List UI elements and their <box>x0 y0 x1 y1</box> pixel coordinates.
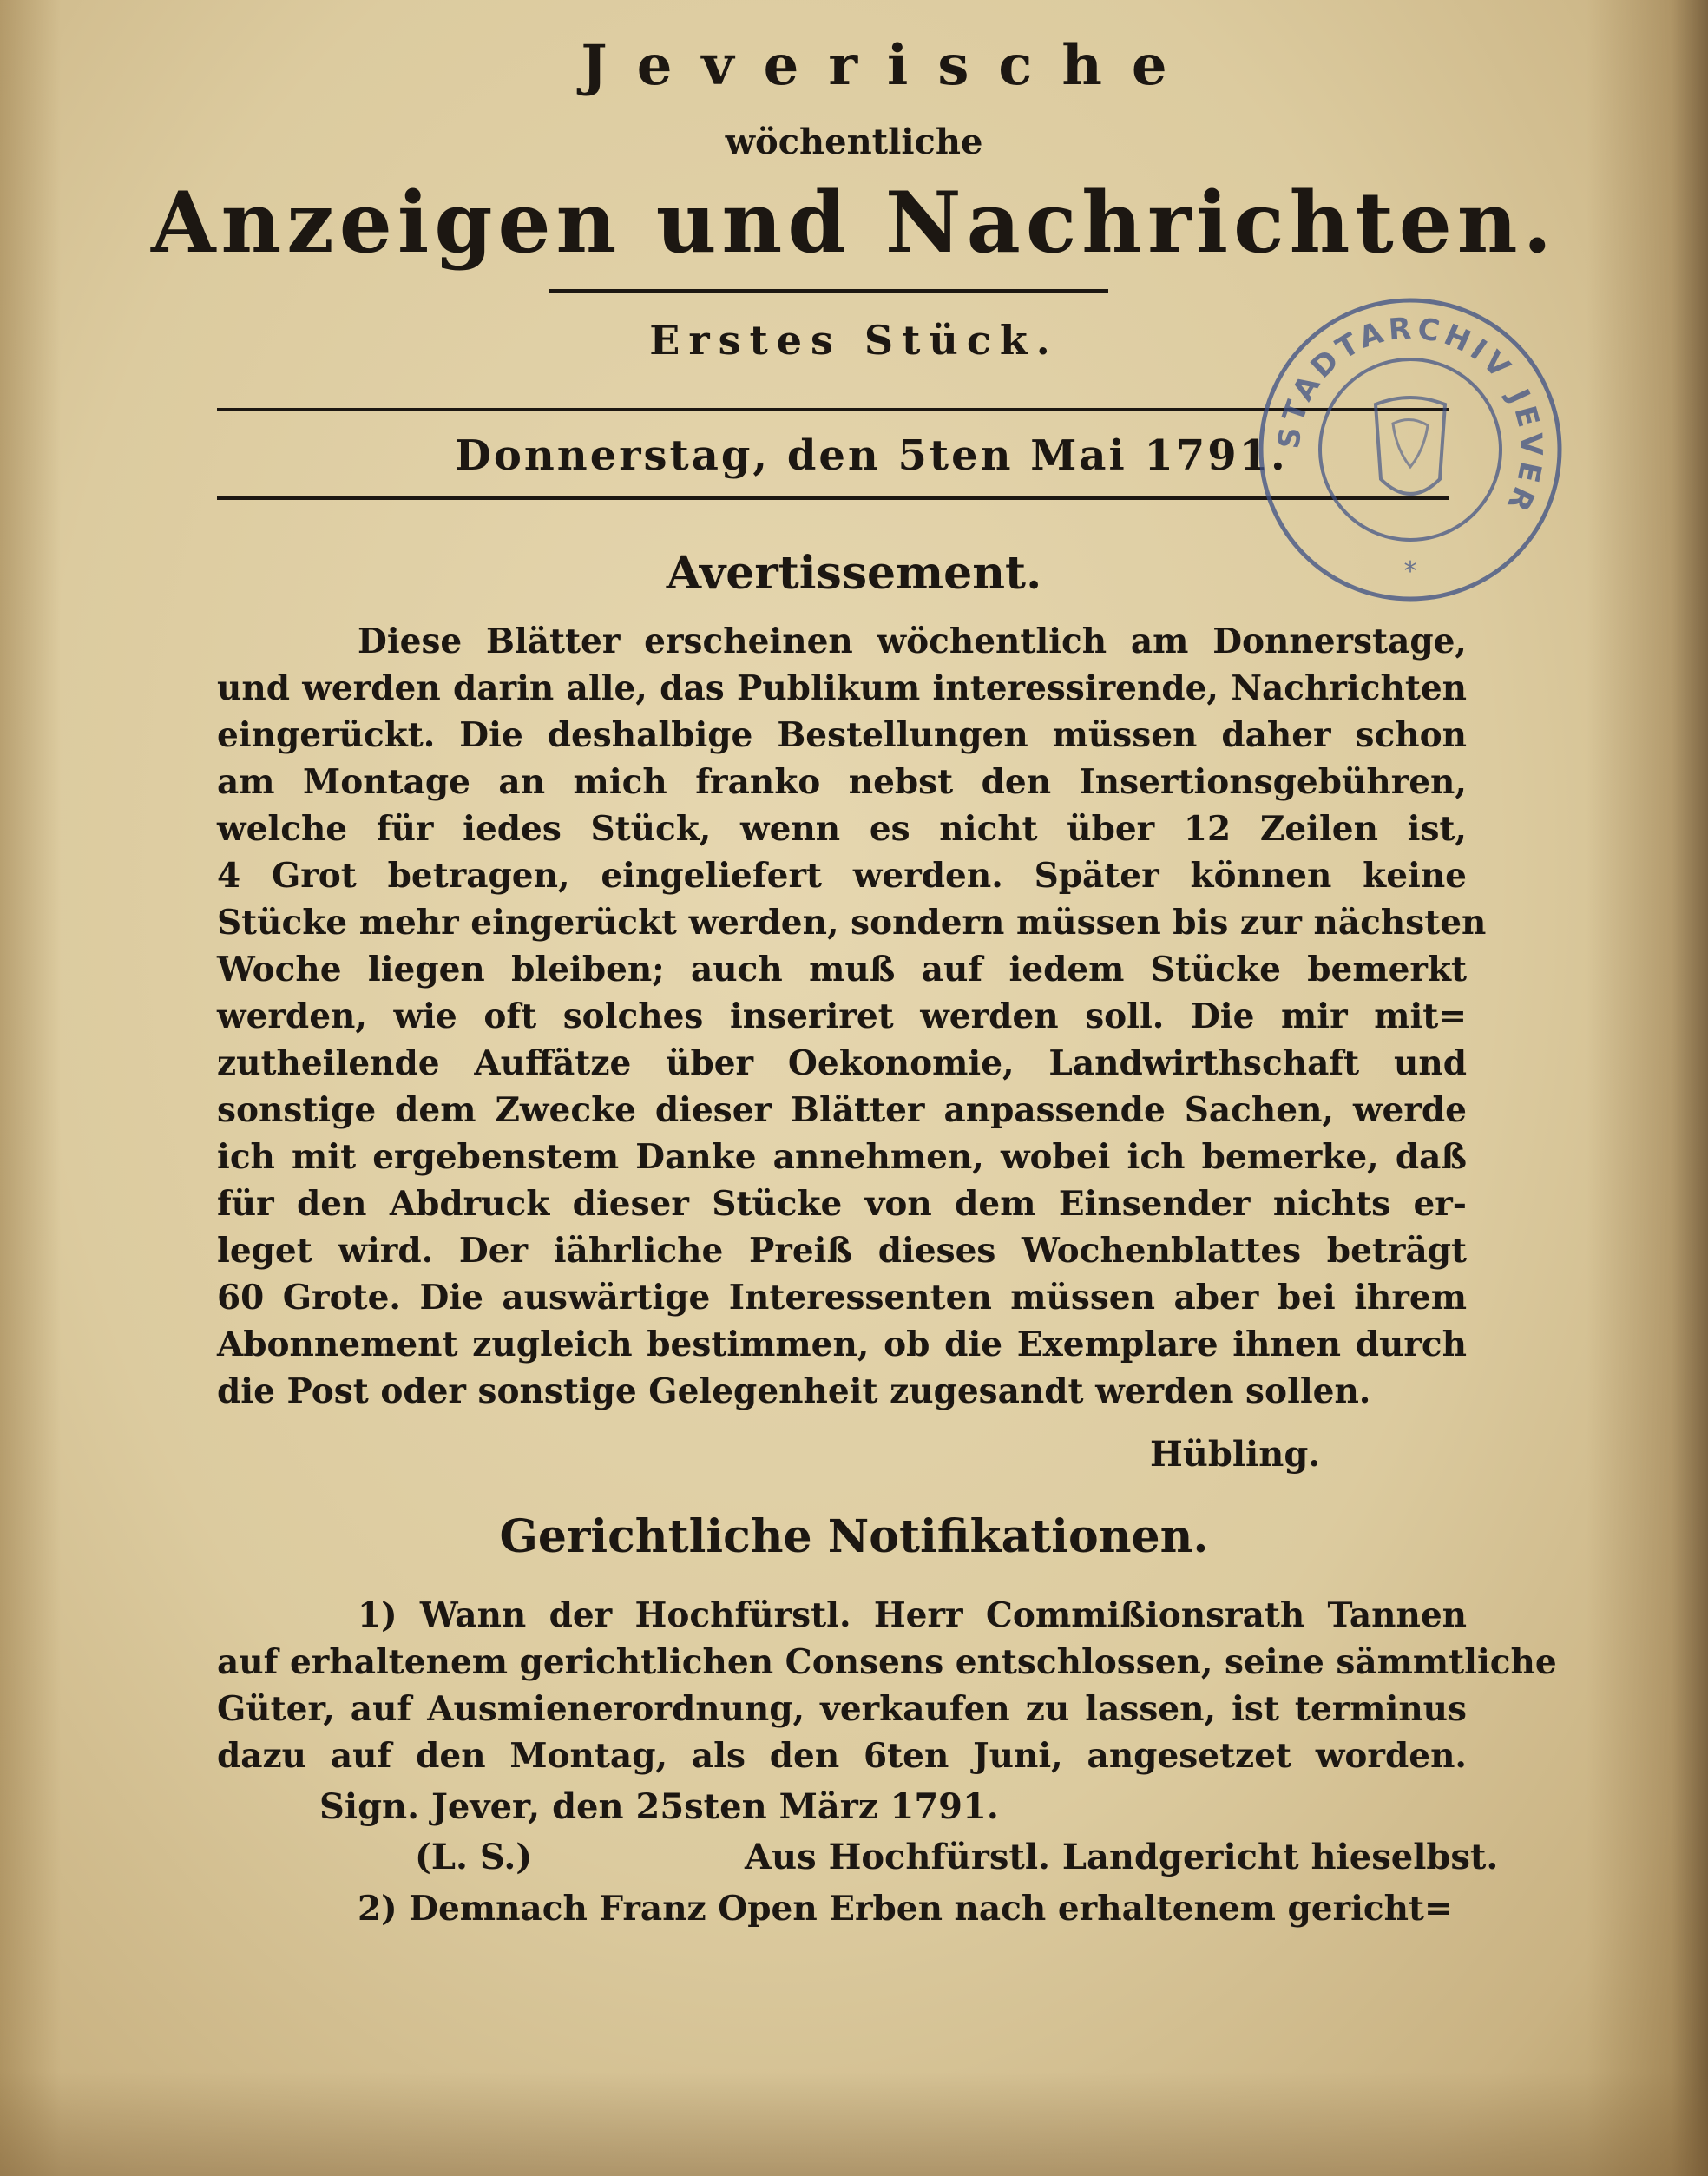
text-line: 60 Grote. Die auswärtige Interessenten müssen aber bei ihrem <box>217 1278 1467 1318</box>
text-line: Güter, auf Ausmienerordnung, verkaufen zu lassen, ist terminus <box>217 1689 1467 1729</box>
text-line: welche für iedes Stück, wenn es nicht über 12 Zeilen ist, <box>217 809 1467 849</box>
text-line: dazu auf den Montag, als den 6ten Juni, angesetzet worden. <box>217 1736 1467 1776</box>
text-line: leget wird. Der iährliche Preiß dieses Wochenblattes beträgt <box>217 1231 1467 1271</box>
text-line: Woche liegen bleiben; auch muß auf iedem Stücke bemerkt <box>217 950 1467 989</box>
notification-1-seal: (L. S.) <box>415 1837 533 1877</box>
stamp-text: STADTARCHIV JEVER <box>1271 311 1549 521</box>
masthead-short-rule <box>549 289 1108 293</box>
text-line: Diese Blätter erscheinen wöchentlich am Donnerstage, <box>358 621 1467 661</box>
issue-date: Donnerstag, den 5ten Mai 1791. <box>455 431 1288 480</box>
page-stain-bottom <box>0 2072 1708 2176</box>
text-line: eingerückt. Die deshalbige Bestellungen müssen daher schon <box>217 715 1467 755</box>
avertissement-heading: Avertissement. <box>666 547 1042 600</box>
issue-number: Erstes Stück. <box>649 317 1059 364</box>
text-line: Stücke mehr eingerückt werden, sondern müssen bis zur nächsten <box>217 903 1487 943</box>
coat-of-arms-icon <box>1376 398 1445 494</box>
avertissement-signature: Hübling. <box>1150 1434 1321 1475</box>
text-line: 2) Demnach Franz Open Erben nach erhaltenem gericht= <box>358 1889 1453 1929</box>
text-line: 4 Grot betragen, eingeliefert werden. Später können keine <box>217 856 1467 896</box>
notification-2-body <box>217 1885 1467 1932</box>
text-line: auf erhaltenem gerichtlichen Consens entschlossen, seine sämmtliche <box>217 1642 1557 1682</box>
masthead-title-line2: wöchentliche <box>725 122 983 162</box>
text-line: werden, wie oft solches inseriret werden soll. Die mir mit= <box>217 996 1467 1036</box>
masthead-title-main: Anzeigen und Nachrichten. <box>150 174 1558 272</box>
text-line: und werden darin alle, das Publikum interessirende, Nachrichten <box>217 668 1467 708</box>
text-line: Abonnement zugleich bestimmen, ob die Exemplare ihnen durch <box>217 1325 1467 1364</box>
text-line: sonstige dem Zwecke dieser Blätter anpassende Sachen, werde <box>217 1090 1467 1130</box>
masthead-title-line1: Jeverische <box>581 33 1197 98</box>
notification-1-body <box>217 1592 1557 1779</box>
avertissement-body <box>217 618 1487 1415</box>
notifications-heading: Gerichtliche Notifikationen. <box>499 1510 1209 1563</box>
text-line: 1) Wann der Hochfürstl. Herr Commißionsrath Tannen <box>358 1595 1467 1635</box>
notification-1-sign-place-date: Sign. Jever, den 25sten März 1791. <box>319 1786 999 1827</box>
notification-1-court: Aus Hochfürstl. Landgericht hieselbst. <box>745 1837 1499 1877</box>
text-line: am Montage an mich franko nebst den Insertionsgebühren, <box>217 762 1467 802</box>
text-line: für den Abdruck dieser Stücke von dem Einsender nichts er- <box>217 1184 1467 1224</box>
svg-text:*: * <box>1403 556 1417 587</box>
text-line: ich mit ergebenstem Danke annehmen, wobei ich bemerke, daß <box>217 1137 1467 1177</box>
text-line: zutheilende Auffätze über Oekonomie, Landwirthschaft und <box>217 1043 1467 1083</box>
text-line: die Post oder sonstige Gelegenheit zugesandt werden sollen. <box>217 1371 1371 1411</box>
